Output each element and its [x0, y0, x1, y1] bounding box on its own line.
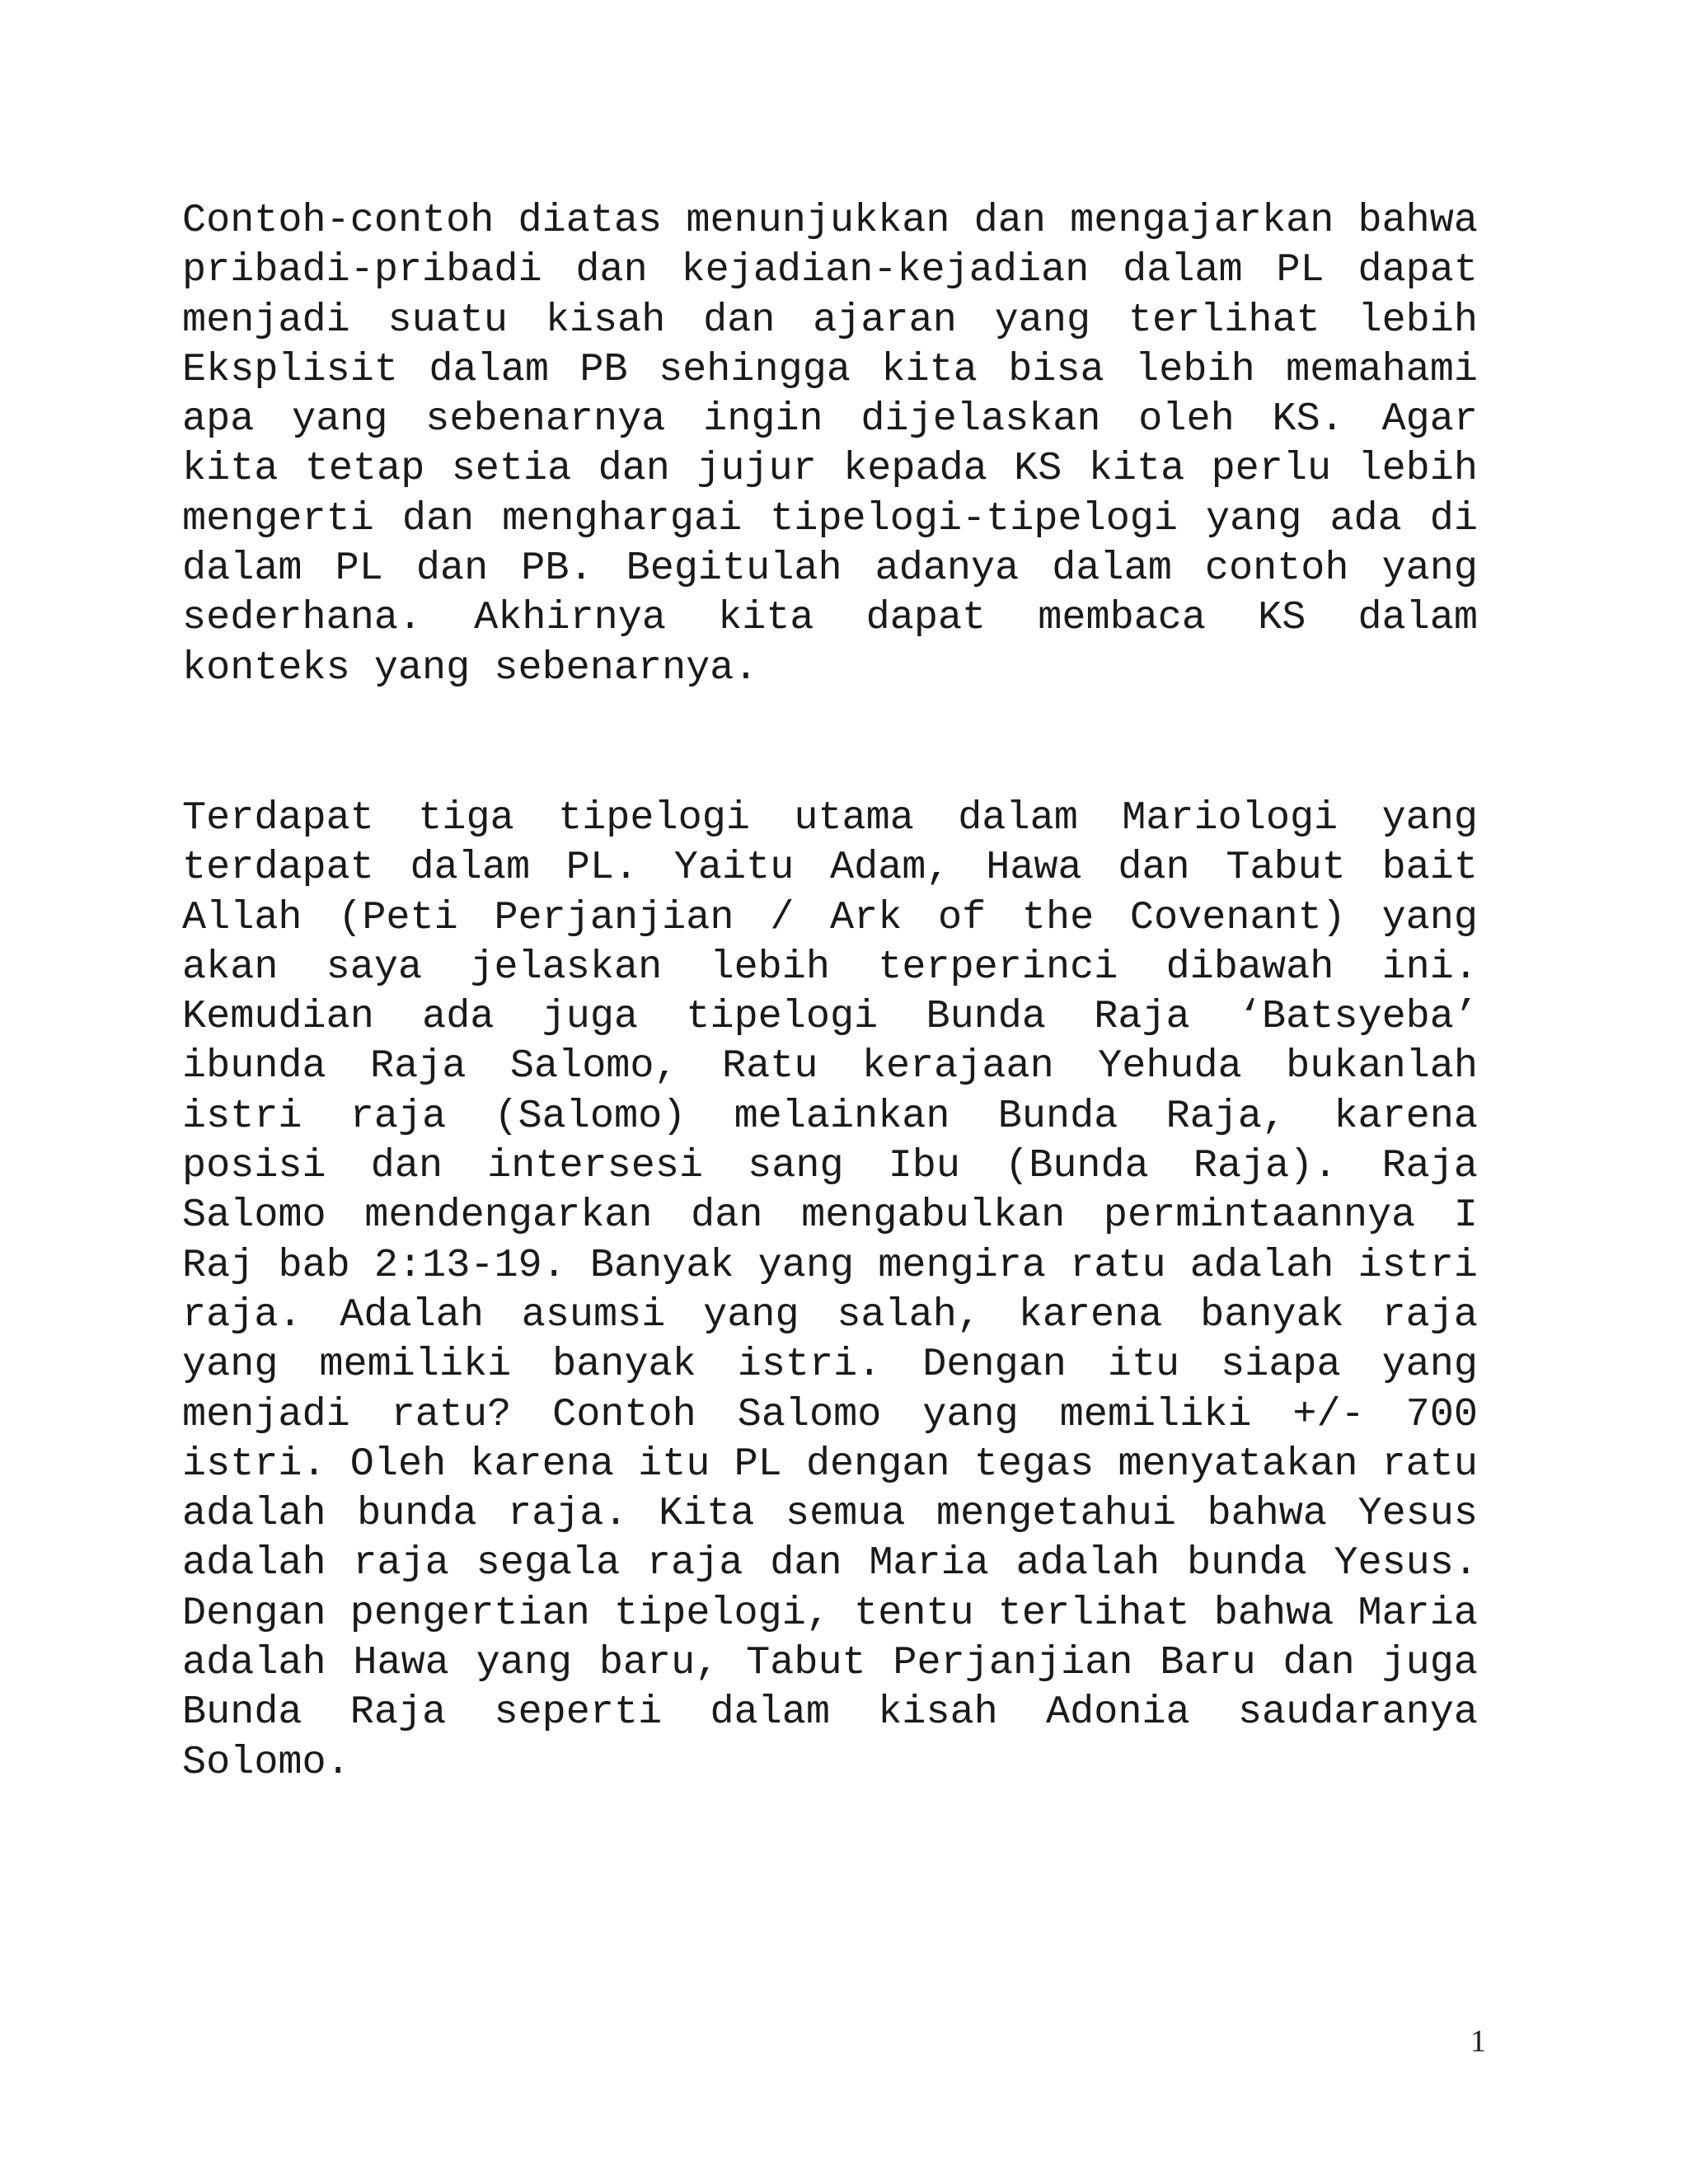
paragraph-mariology-typologies: Terdapat tiga tipelogi utama dalam Mariologi yang terdapat dalam PL. Yaitu Adam, Hawa dan Tabut bait Allah (Peti Perjanjian / Ark of the Covenant) yang akan saya jelaskan lebih terperinci dibawah ini. Kemudian ada juga tipelogi Bunda Raja ‘Batsyeba’ ibunda Raja Salomo, Ratu kerajaan Yehuda bukanlah istri raja (Salomo) melainkan Bunda Raja, karena posisi dan intersesi sang Ibu (Bunda Raja). Raja Salomo mendengarkan dan mengabulkan permintaannya I Raj bab 2:13-19. Banyak yang mengira ratu adalah istri raja. Adalah asumsi yang salah, karena banyak raja yang memiliki banyak istri. Dengan itu siapa yang menjadi ratu? Contoh Salomo yang memiliki +/- 700 istri. Oleh karena itu PL dengan tegas menyatakan ratu adalah bunda raja. Kita semua mengetahui bahwa Yesus adalah raja segala raja dan Maria adalah bunda Yesus. Dengan pengertian tipelogi, tentu terlihat bahwa Maria adalah Hawa yang baru, Tabut Perjanjian Baru dan juga Bunda Raja seperti dalam kisah Adonia saudaranya Solomo. — [182, 795, 1478, 1785]
page-number: 1 — [1470, 2024, 1486, 2059]
paragraph-typology-examples: Contoh-contoh diatas menunjukkan dan mengajarkan bahwa pribadi-pribadi dan kejadian-kejadian dalam PL dapat menjadi suatu kisah dan ajaran yang terlihat lebih Eksplisit dalam PB sehingga kita bisa lebih memahami apa yang sebenarnya ingin dijelaskan oleh KS. Agar kita tetap setia dan jujur kepada KS kita perlu lebih mengerti dan menghargai tipelogi-tipelogi yang ada di dalam PL dan PB. Begitulah adanya dalam contoh yang sederhana. Akhirnya kita dapat membaca KS dalam konteks yang sebenarnya. — [182, 198, 1478, 691]
